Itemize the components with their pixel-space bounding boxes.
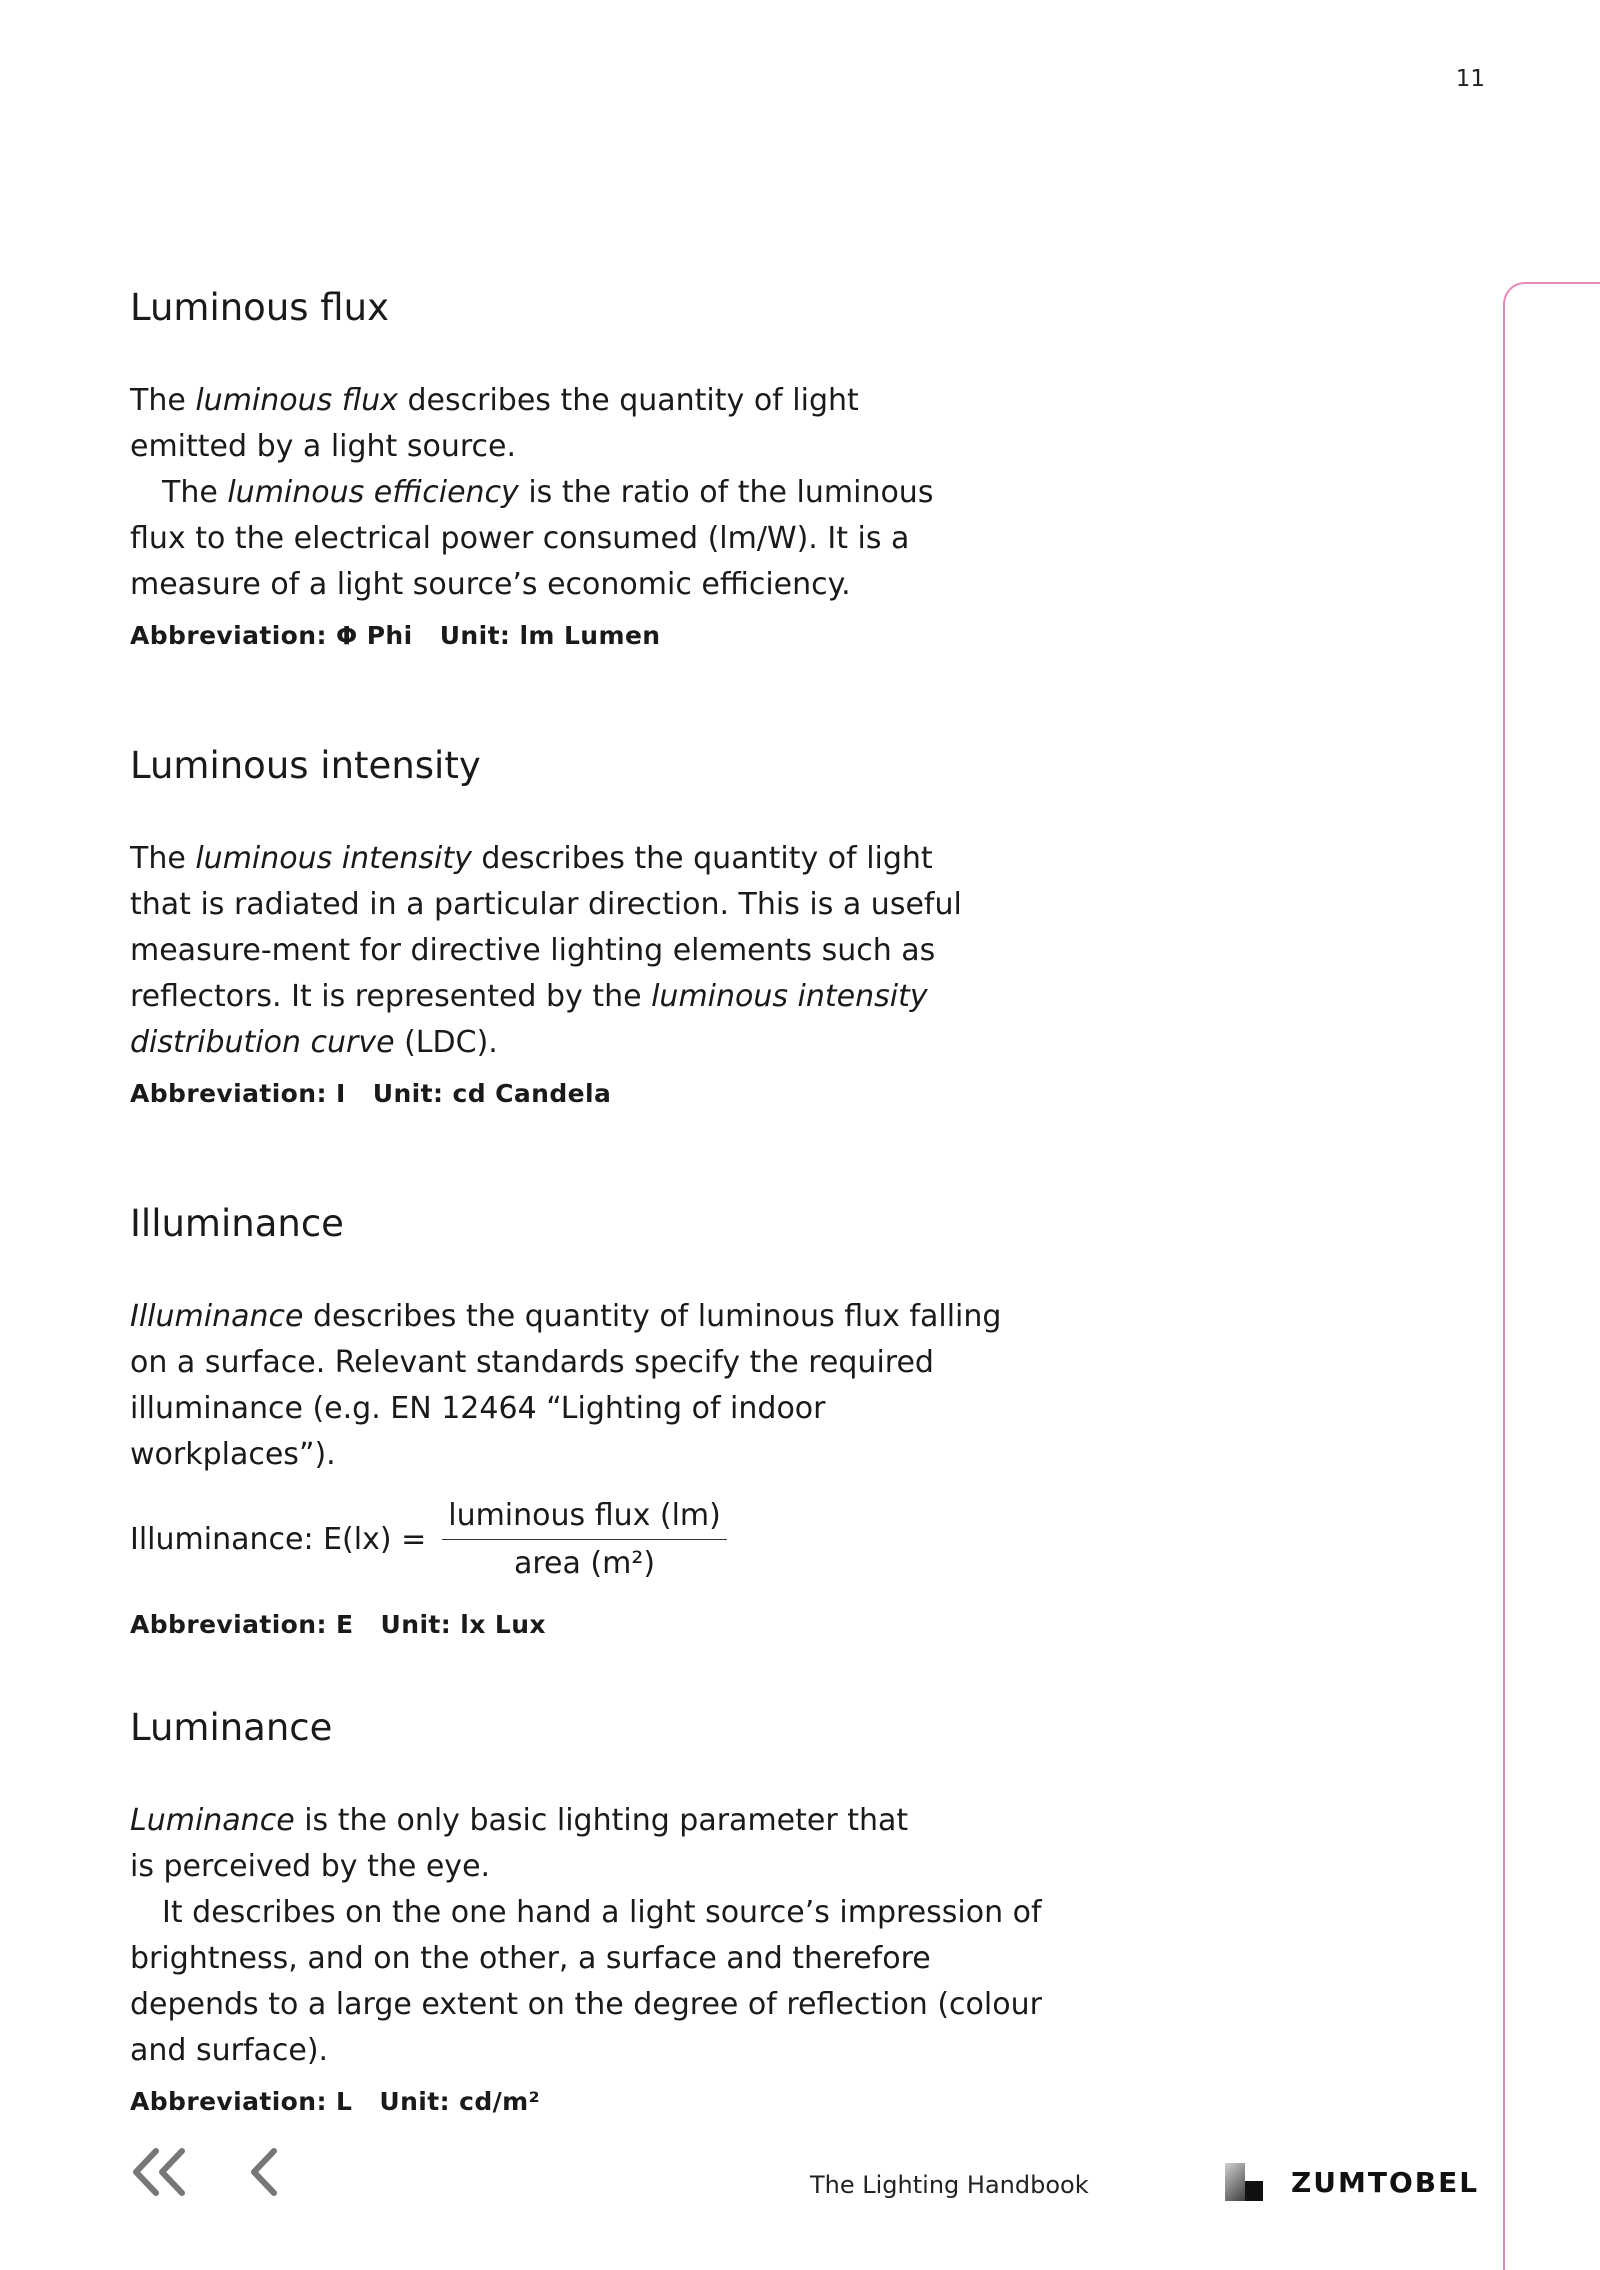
section-title: Luminous flux [130,286,389,329]
chevron-left-icon[interactable] [246,2147,286,2201]
formula-denominator: area (m²) [514,1546,656,1581]
section-title: Luminance [130,1706,333,1749]
abbreviation-line [130,618,1050,654]
section-title: Luminous intensity [130,744,481,787]
formula-numerator: luminous flux (lm) [442,1498,727,1540]
abbreviation-line [130,1607,1050,1643]
margin-accent-line [1503,282,1600,2270]
paragraph: The luminous flux describes the quantity of light emitted by a light source. [130,383,859,464]
abbreviation: Abbreviation: E [130,1610,354,1639]
unit: Unit: lm Lumen [439,621,661,650]
section-luminance [130,1706,1050,2120]
section-title: Illuminance [130,1202,344,1245]
unit: Unit: cd Candela [372,1079,612,1108]
section-luminous-flux [130,286,1050,654]
brand-logo [1225,2163,1479,2201]
abbreviation: Abbreviation: I [130,1079,346,1108]
brand-name: ZUMTOBEL [1291,2165,1480,2199]
zumtobel-mark-icon [1225,2163,1263,2201]
unit: Unit: cd/m² [379,2087,540,2116]
paragraph: Illuminance describes the quantity of luminous flux falling on a surface. Relevant standards specify the required illuminance (e.g. EN 12464 “Lighting of indoor workplaces”). [130,1299,1002,1472]
abbreviation: Abbreviation: L [130,2087,353,2116]
abbreviation: Abbreviation: Φ Phi [130,621,413,650]
double-chevron-left-icon[interactable] [128,2147,192,2201]
abbreviation-line [130,2084,1050,2120]
footer-title: The Lighting Handbook [810,2171,1089,2199]
formula-fraction [442,1498,727,1581]
abbreviation-line [130,1076,1050,1112]
unit: Unit: lx Lux [380,1610,546,1639]
paragraph: The luminous intensity describes the quantity of light that is radiated in a particular direction. This is a useful measure-ment for directive lighting elements such as reflectors. It is represented by the luminous intensity distribution curve (LDC). [130,841,962,1060]
paragraph: Luminance is the only basic lighting parameter that is perceived by the eye. [130,1803,909,1884]
section-illuminance [130,1202,1050,1643]
paragraph: The luminous efficiency is the ratio of the luminous flux to the electrical power consumed (lm/W). It is a measure of a light source’s economic efficiency. [130,475,934,602]
page-number: 11 [1455,66,1485,92]
section-luminous-intensity [130,744,1050,1112]
formula-label: Illuminance: E(lx) = [130,1522,427,1557]
paragraph: It describes on the one hand a light source’s impression of brightness, and on the other, a surface and therefore depends to a large extent on the degree of reflection (colour and surface). [130,1895,1042,2068]
illuminance-formula [130,1498,1050,1581]
